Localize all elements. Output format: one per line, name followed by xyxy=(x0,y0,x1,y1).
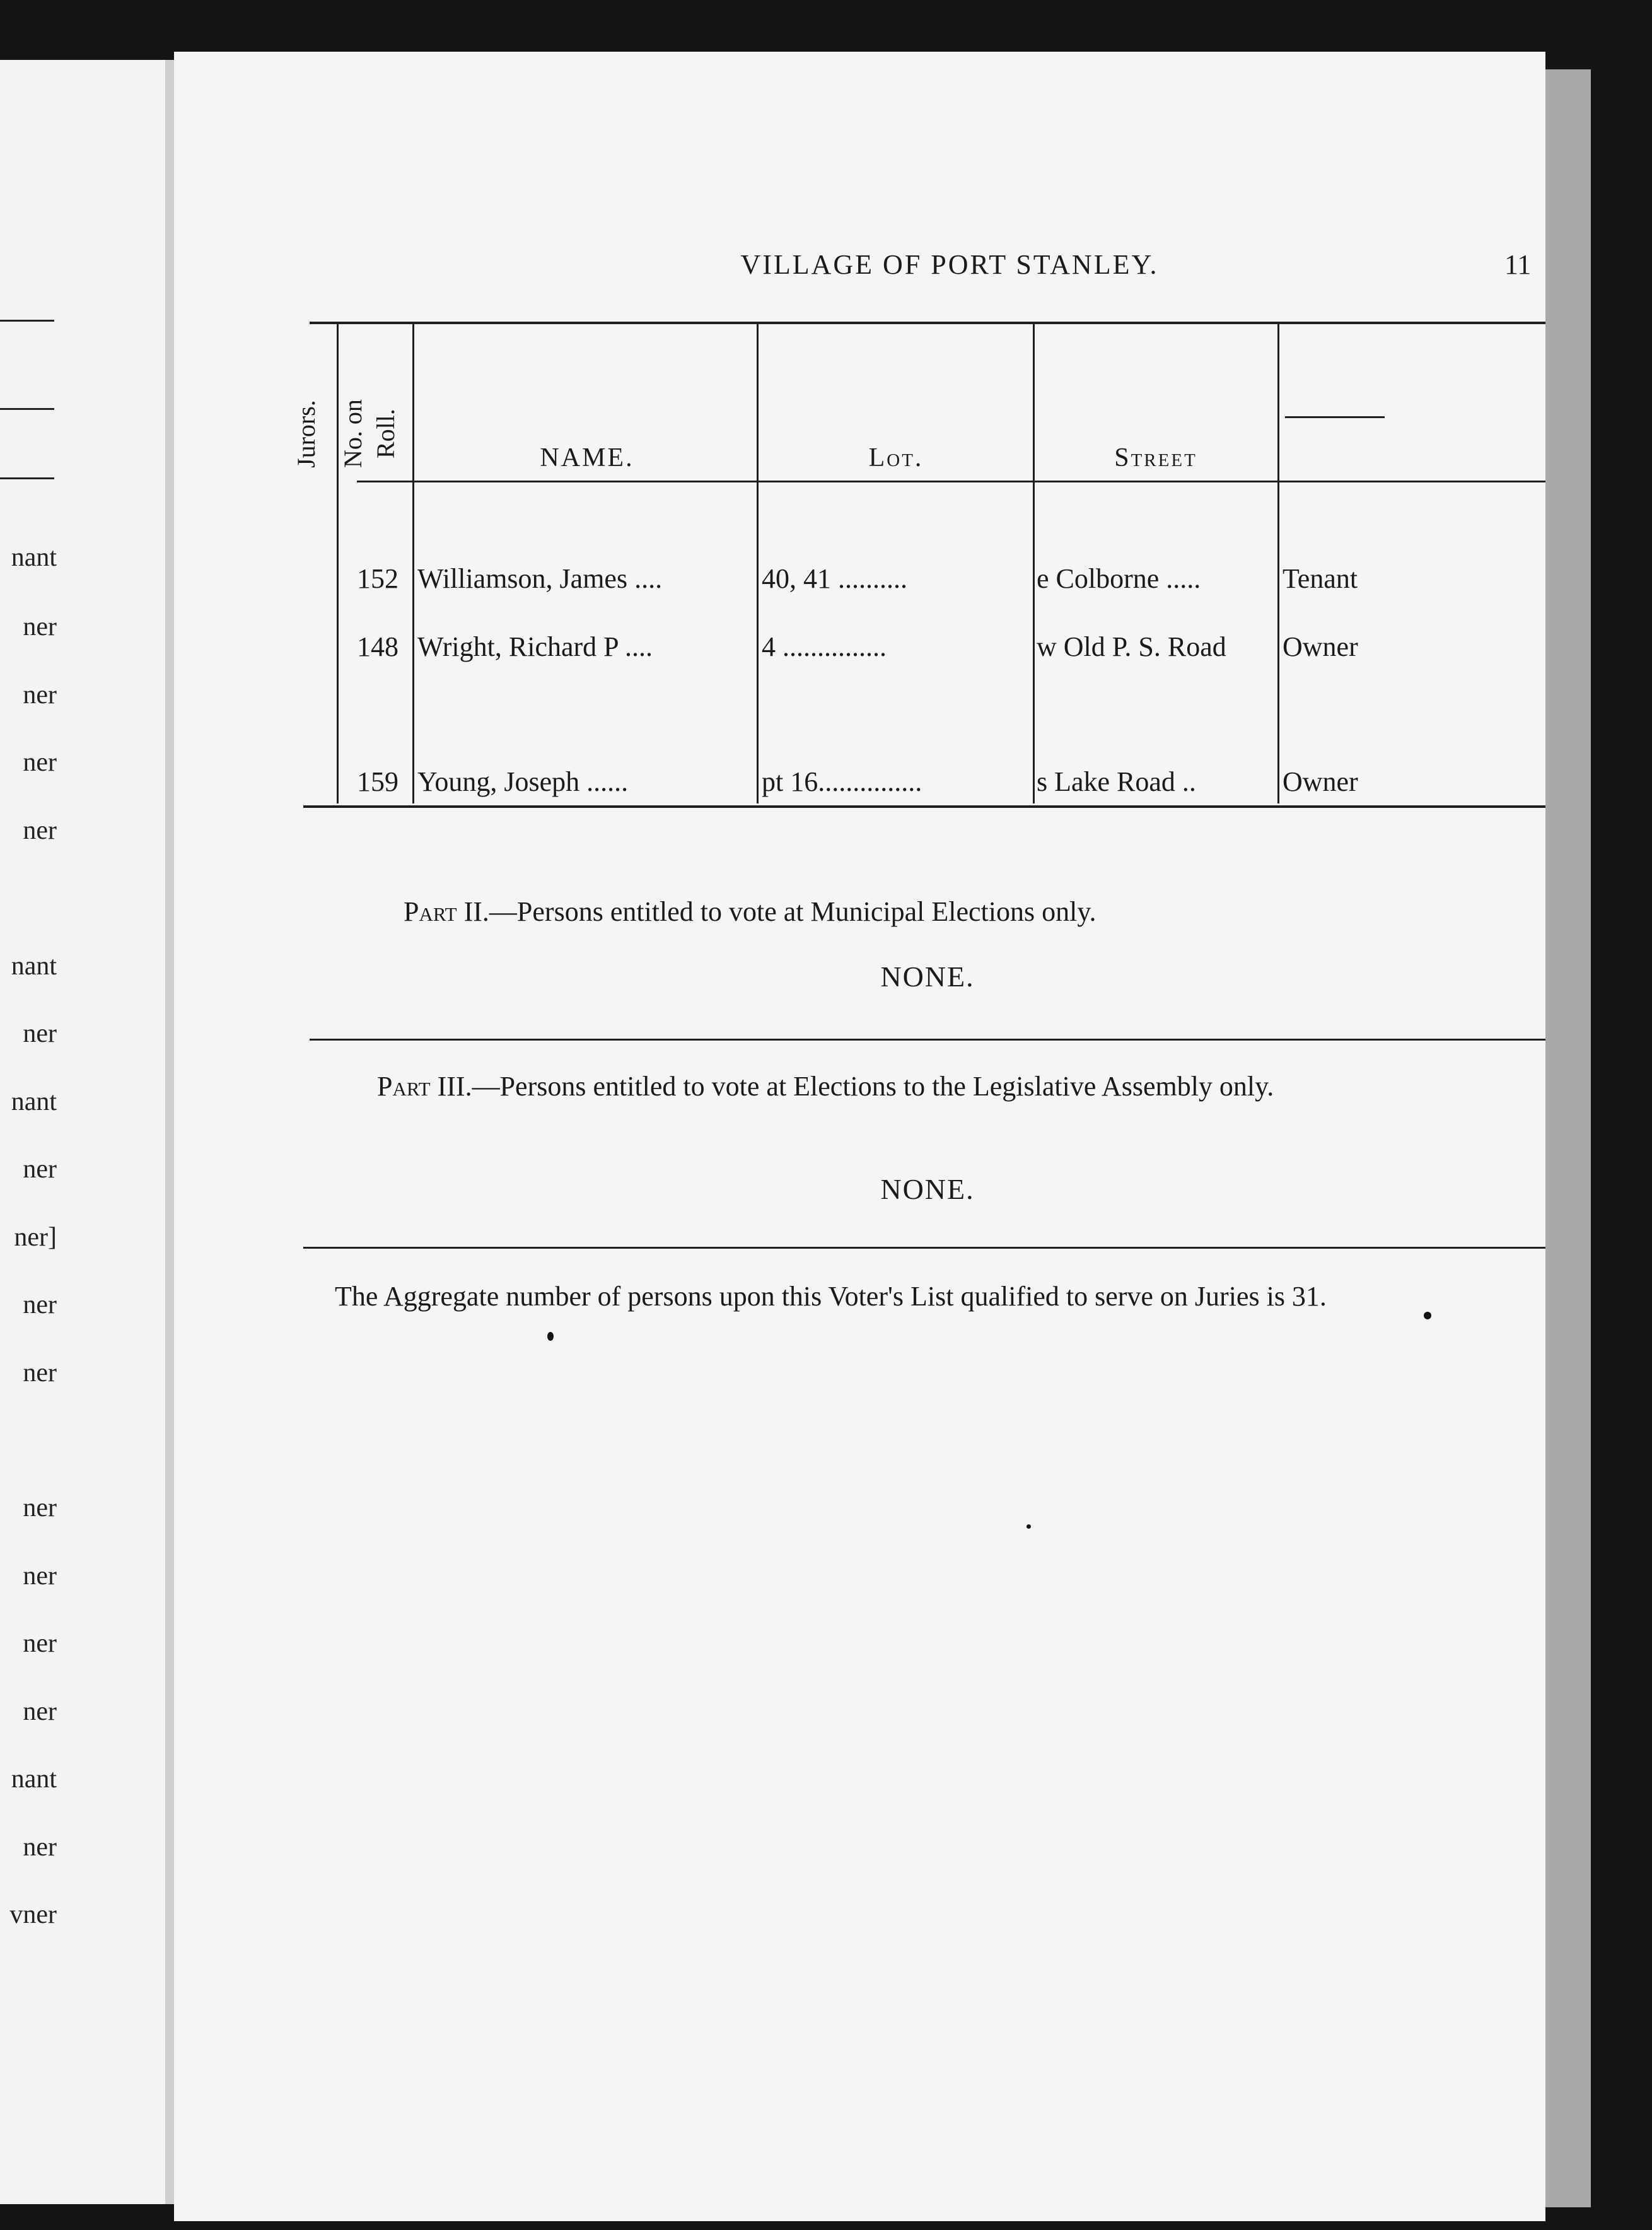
part-three-label: Part III. xyxy=(377,1071,472,1102)
scan-speck xyxy=(1027,1524,1031,1529)
left-page-word-fragment: ner xyxy=(23,1629,57,1658)
table-bottom-rule xyxy=(303,805,1555,808)
left-page-word-fragment: ner xyxy=(23,748,57,777)
part-two-heading xyxy=(404,894,1551,930)
part-three-heading xyxy=(300,1068,1558,1105)
left-page-word-fragment: ner xyxy=(23,1290,57,1319)
page-number: 11 xyxy=(1504,249,1532,280)
column-divider xyxy=(337,324,339,803)
column-divider xyxy=(757,324,759,803)
tenure-status: Owner xyxy=(1283,766,1358,797)
name-column-header: NAME. xyxy=(540,443,634,472)
page-gutter xyxy=(165,60,174,2204)
column-divider xyxy=(1033,324,1035,803)
left-page-word-fragment: ner xyxy=(23,1697,57,1726)
voter-name: Wright, Richard P .... xyxy=(417,631,653,662)
roll-number: 152 xyxy=(357,563,398,594)
roll-column-header-line2: Roll. xyxy=(371,409,400,458)
voter-name: Williamson, James .... xyxy=(417,563,663,594)
scan-speck xyxy=(1424,1312,1431,1319)
part-two-text: —Persons entitled to vote at Municipal Elections only. xyxy=(489,896,1096,927)
voter-name: Young, Joseph ...... xyxy=(417,766,629,797)
jurors-column-header: Jurors. xyxy=(292,400,320,468)
part-two-label: Part II. xyxy=(404,896,489,927)
part-three-none: NONE. xyxy=(880,1173,975,1205)
tenure-status: Tenant xyxy=(1283,563,1358,594)
left-page-word-fragment: ner xyxy=(23,680,57,709)
section-rule xyxy=(303,1247,1555,1249)
table-header-rule xyxy=(357,481,1555,482)
left-page-word-fragment: ner xyxy=(23,1493,57,1522)
column-divider xyxy=(412,324,414,803)
section-rule xyxy=(310,1039,1555,1041)
part-two-none: NONE. xyxy=(880,960,975,993)
roll-number: 148 xyxy=(357,631,398,662)
table-top-rule xyxy=(310,322,1555,324)
lot-column-header: Lot. xyxy=(868,443,924,472)
previous-page-fragment xyxy=(0,60,168,2204)
tenure-status: Owner xyxy=(1283,631,1358,662)
left-page-word-fragment: ner xyxy=(23,612,57,641)
left-page-word-fragment: ner xyxy=(23,1562,57,1591)
left-rule xyxy=(0,477,54,479)
left-page-word-fragment: ner xyxy=(23,1833,57,1862)
street-value: w Old P. S. Road xyxy=(1037,631,1226,662)
page-edge-shadow xyxy=(1545,69,1591,2207)
left-page-word-fragment: ner] xyxy=(14,1223,57,1252)
page-title: VILLAGE OF PORT STANLEY. xyxy=(740,249,1159,280)
left-page-word-fragment: ner xyxy=(23,1019,57,1048)
lot-value: 4 ............... xyxy=(762,631,887,662)
lot-value: 40, 41 .......... xyxy=(762,563,907,594)
scan-speck xyxy=(547,1332,554,1341)
left-page-word-fragment: ner xyxy=(23,1155,57,1184)
roll-number: 159 xyxy=(357,766,398,797)
document-page xyxy=(174,52,1545,2221)
part-three-text: —Persons entitled to vote at Elections to the Legislative Assembly only. xyxy=(472,1071,1274,1102)
left-page-word-fragment: nant xyxy=(11,1765,57,1794)
street-value: s Lake Road .. xyxy=(1037,766,1196,797)
left-page-word-fragment: nant xyxy=(11,543,57,572)
left-page-word-fragment: ner xyxy=(23,1358,57,1387)
left-rule xyxy=(0,408,54,410)
left-rule xyxy=(0,320,54,322)
street-column-header: Street xyxy=(1114,443,1197,472)
left-page-word-fragment: nant xyxy=(11,952,57,981)
status-header-dash xyxy=(1285,416,1385,418)
column-divider xyxy=(1277,324,1279,803)
street-value: e Colborne ..... xyxy=(1037,563,1201,594)
left-page-word-fragment: ner xyxy=(23,816,57,845)
roll-column-header-line1: No. on xyxy=(339,399,367,468)
left-page-word-fragment: nant xyxy=(11,1087,57,1116)
aggregate-note: The Aggregate number of persons upon this Voter's List qualified to serve on Juries is 31. xyxy=(335,1281,1327,1312)
left-page-word-fragment: vner xyxy=(9,1900,57,1929)
lot-value: pt 16............... xyxy=(762,766,922,797)
